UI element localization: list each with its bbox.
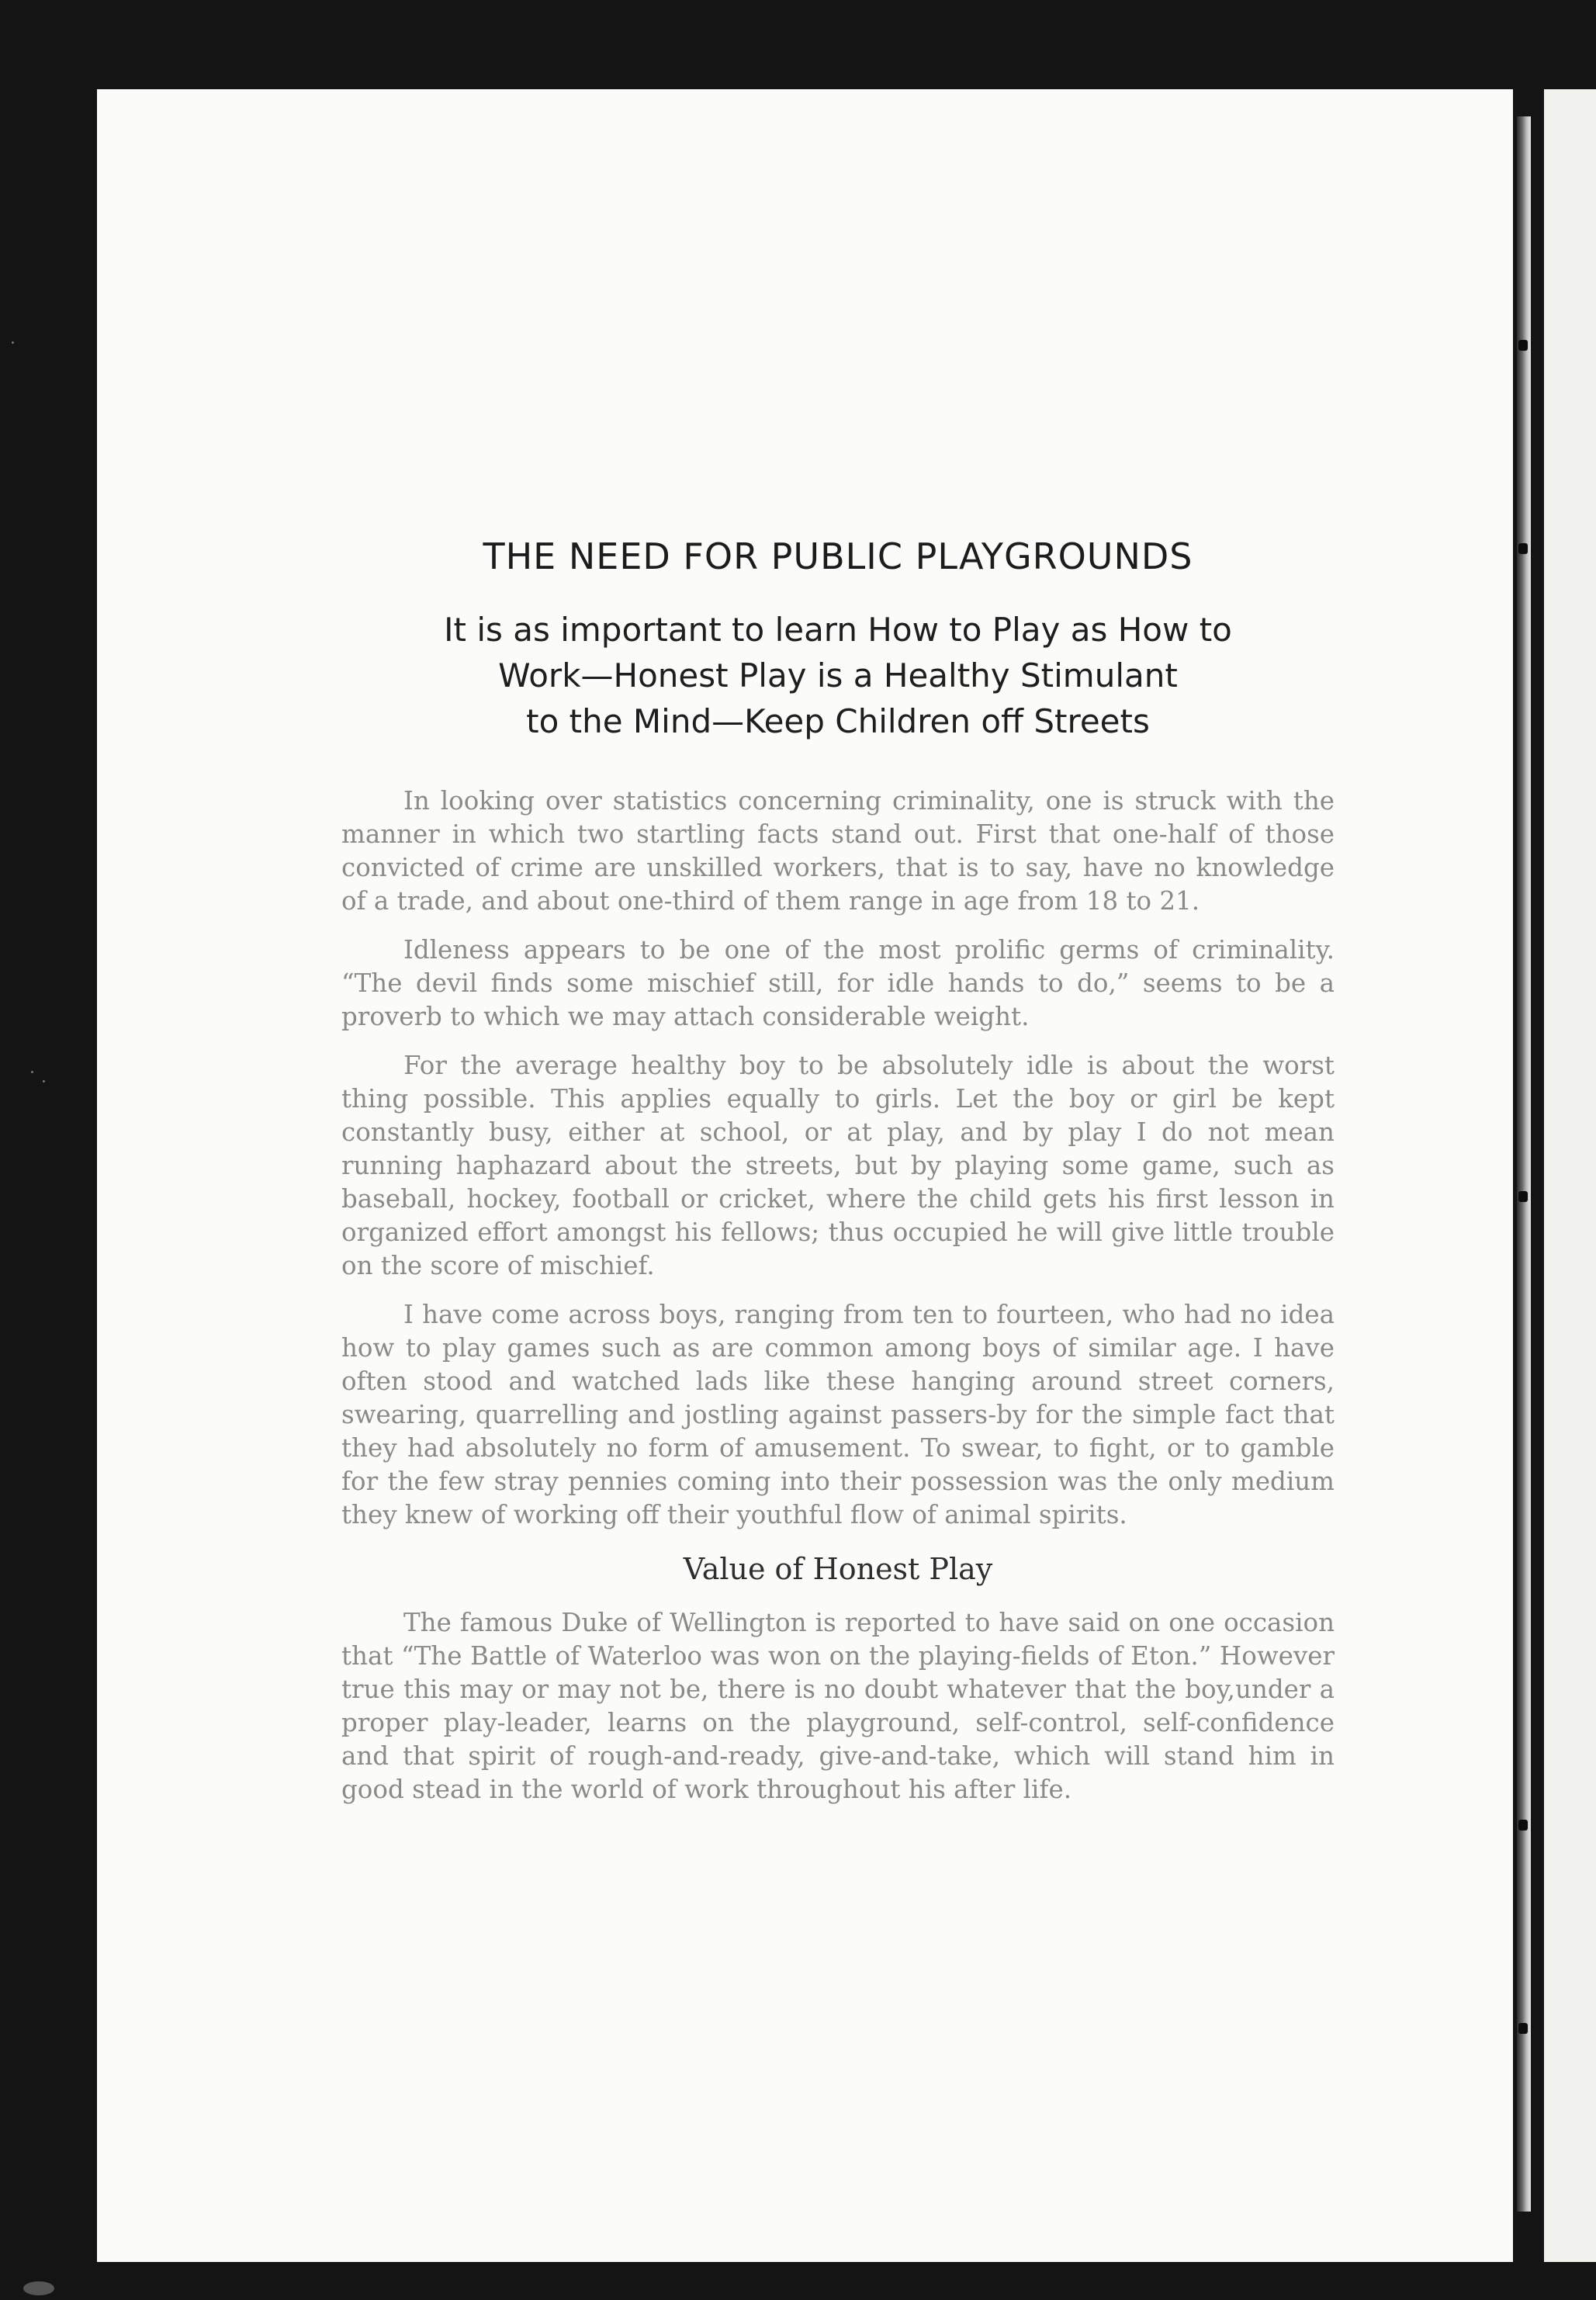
binding-mark: [1518, 543, 1528, 554]
binding-mark: [1518, 340, 1528, 351]
article-subtitle: [341, 607, 1335, 744]
section-heading: Value of Honest Play: [683, 1552, 993, 1586]
binding-mark: [1518, 1820, 1528, 1831]
body-paragraph: I have come across boys, ranging from ten to fourteen, who had no idea how to play games such as are common among boys of similar age. I have often stood and watched lads like these hanging around street corners, swearing, quarrelling and jostling against passers-by for the simple fact that they had absolutely no form of amusement. To swear, to fight, or to gamble for the few stray pennies coming into their possession was the only medium they knew of working off their youthful flow of animal spirits.: [341, 1300, 1335, 1529]
binding-mark: [1518, 1191, 1528, 1202]
article: [341, 535, 1335, 1822]
binding-mark: [1518, 2023, 1528, 2034]
facing-page-edge: [1544, 89, 1596, 2262]
subtitle-line: Work—Honest Play is a Healthy Stimulant: [498, 656, 1178, 695]
dust-speck: [31, 1071, 33, 1073]
subtitle-line: to the Mind—Keep Children off Streets: [526, 702, 1150, 740]
section-paragraph: The famous Duke of Wellington is reported to have said on one occasion that “The Battle of Waterloo was won on the playing-fields of Eton.” However true this may or may not be, there is no doubt whatever that the boy,under a proper play-leader, learns on the playground, self-control, self-confidence and that spirit of rough-and-ready, give-and-take, which will stand him in good stead in the world of work throughout his after life.: [341, 1608, 1335, 1804]
dust-speck: [12, 341, 14, 344]
book-gutter: [1517, 116, 1531, 2212]
body-paragraph: For the average healthy boy to be absolutely idle is about the worst thing possible. This applies equally to girls. Let the boy or girl be kept constantly busy, either at school, or at play, and by play I do not mean running haphazard about the streets, but by playing some game, such as baseball, hockey, football or cricket, where the child gets his first lesson in organized effort amongst his fellows; thus occupied he will give little trouble on the score of mischief.: [341, 1051, 1335, 1280]
article-title: THE NEED FOR PUBLIC PLAYGROUNDS: [483, 535, 1193, 577]
body-paragraph: In looking over statistics concerning criminality, one is struck with the manner in which two startling facts stand out. First that one-half of those convicted of crime are unskilled workers, that is to say, have no knowledge of a trade, and about one-third of them range in age from 18 to 21.: [341, 786, 1335, 916]
dust-speck: [43, 1080, 45, 1082]
body-paragraph: Idleness appears to be one of the most prolific germs of criminality. “The devil finds some mischief still, for idle hands to do,” seems to be a proverb to which we may attach considerable weight.: [341, 935, 1335, 1031]
subtitle-line: It is as important to learn How to Play as How to: [444, 611, 1232, 649]
dust-speck: [23, 2281, 54, 2295]
